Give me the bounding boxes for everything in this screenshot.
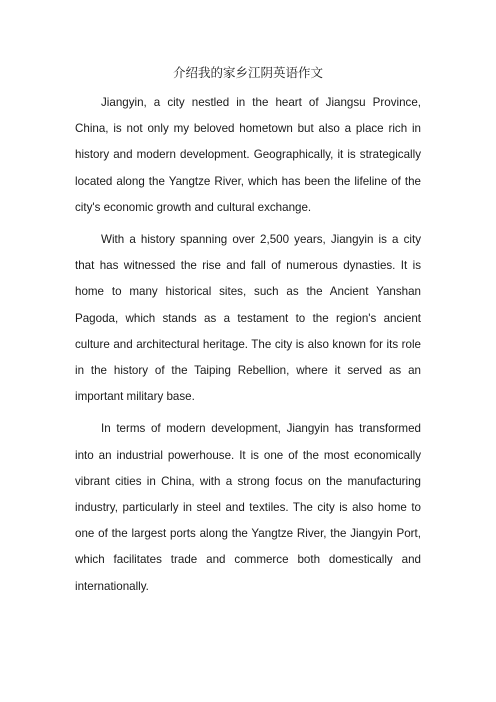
paragraph: Jiangyin, a city nestled in the heart of Jiangsu Province, China, is not only my beloved hometown but also a place rich in history and modern development. Geographically, it is strategically located along the Yangtze River, which has been the lifeline of the city's economic growth and cultural exchange. bbox=[75, 96, 421, 214]
paragraph: With a history spanning over 2,500 years, Jiangyin is a city that has witnessed the rise and fall of numerous dynasties. It is home to many historical sites, such as the Ancient Yanshan Pagoda, which stands as a testament to the region's ancient culture and architectural heritage. The city is also known for its role in the history of the Taiping Rebellion, where it served as an important military base. bbox=[75, 233, 421, 404]
paragraph: In terms of modern development, Jiangyin has transformed into an industrial powerhouse. It is one of the most economically vibrant cities in China, with a strong focus on the manufacturing industry, particularly in steel and textiles. The city is also home to one of the largest ports along the Yangtze River, the Jiangyin Port, which facilitates trade and commerce both domestically and internationally. bbox=[75, 422, 421, 593]
document-body bbox=[75, 90, 421, 606]
document-title: 介绍我的家乡江阴英语作文 bbox=[172, 65, 323, 80]
